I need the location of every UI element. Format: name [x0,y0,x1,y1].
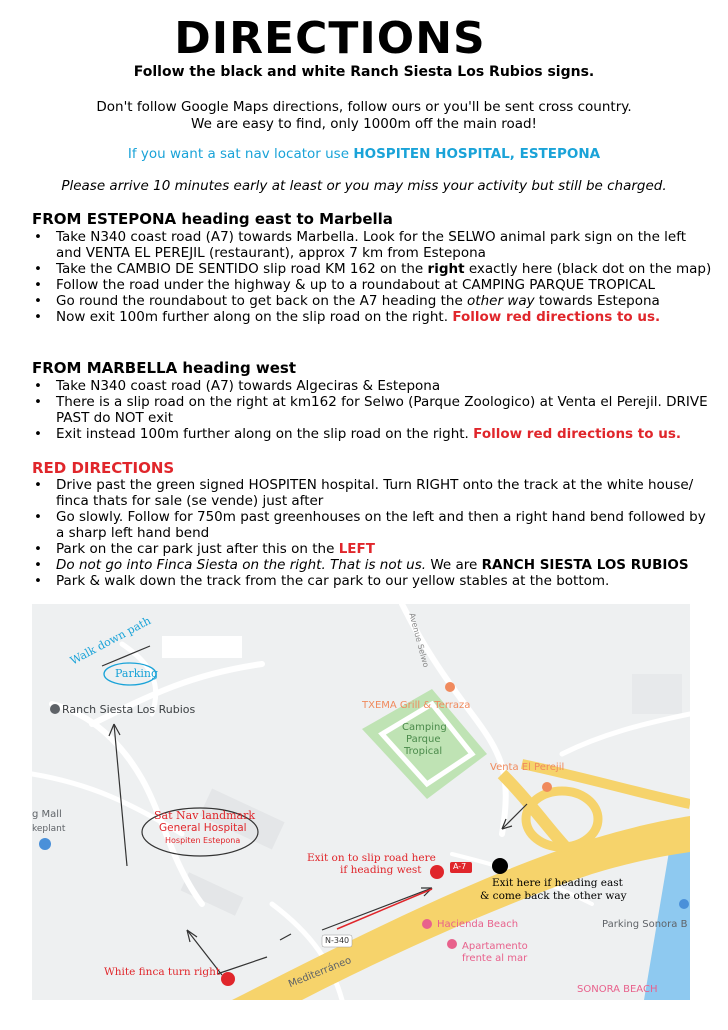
satnav-line [0,146,728,163]
red-directions-list [32,477,712,589]
tropical-label: Tropical [404,746,443,757]
list-item: • Do not go into Finca Siesta on the right. That is not us. We are RANCH SIESTA LOS RUBIOS [32,557,712,573]
directions-map [32,604,690,1000]
satnav-hospital: HOSPITEN HOSPITAL, ESTEPONA [353,146,601,162]
white-finca-label: White finca turn right [104,966,221,978]
exit-east-label-2: & come back the other way [480,890,627,902]
list-item: • Park on the car park just after this on the LEFT [32,541,712,557]
list-item: • Take N340 coast road (A7) towards Marbella. Look for the SELWO animal park sign on the left and VENTA EL PEREJIL (restaurant), approx 7 km from Estepona [32,229,712,261]
venta-label: Venta El Perejil [490,762,565,773]
page-title: DIRECTIONS [174,13,486,64]
arrive-note: Please arrive 10 minutes early at least or you may miss your activity but still be charged. [61,178,667,194]
a7-shield: A-7 [453,862,467,871]
list-item: • There is a slip road on the right at km162 for Selwo (Parque Zoologico) at Venta el Perejil. DRIVE PAST do NOT exit [32,394,712,426]
list-item: • Take N340 coast road (A7) towards Algeciras & Estepona [32,378,712,394]
walk-down-label: Walk down path [68,614,154,668]
sonora-beach-label: SONORA BEACH [577,984,658,995]
estepona-list [32,229,712,325]
list-item: • Exit instead 100m further along on the slip road on the right. Follow red directions to us. [32,426,712,442]
mall-label-2: keplant [32,824,66,834]
exit-east-label-1: Exit here if heading east [492,877,623,889]
page-subtitle: Follow the black and white Ranch Siesta Los Rubios signs. [133,64,595,80]
list-item: • Take the CAMBIO DE SENTIDO slip road KM 162 on the right exactly here (black dot on the map) [32,261,712,277]
map-graphics [32,604,690,1000]
hospiten-label: Hospiten Estepona [165,836,241,845]
marbella-list [32,378,712,442]
camping-label: Camping [402,722,447,733]
apartamento-label-2: frente al mar [462,953,528,964]
section-heading-red: RED DIRECTIONS [32,459,175,477]
list-item: • Now exit 100m further along on the slip road on the right. Follow red directions to us. [32,309,712,325]
list-item: • Follow the road under the highway & up to a roundabout at CAMPING PARQUE TROPICAL [32,277,712,293]
intro-line-2: We are easy to find, only 1000m off the main road! [191,116,537,132]
n340-shield: N-340 [325,936,350,945]
list-item: • Go slowly. Follow for 750m past greenhouses on the left and then a right hand bend followed by a sharp left hand bend [32,509,712,541]
section-heading-estepona: FROM ESTEPONA heading east to Marbella [32,210,393,228]
exit-west-label-2: if heading west [340,864,422,876]
satnav-prefix: If you want a sat nav locator use [127,146,354,162]
parque-label: Parque [406,734,441,745]
exit-west-label-1: Exit on to slip road here [307,852,436,864]
apartamento-label-1: Apartamento [462,941,528,952]
satnav-landmark-label: Sat Nav landmark [154,809,256,822]
txema-label: TXEMA Grill & Terraza [362,700,471,711]
intro-line-1: Don't follow Google Maps directions, follow ours or you'll be sent cross country. [96,99,632,115]
list-item: • Go round the roundabout to get back on the A7 heading the other way towards Estepona [32,293,712,309]
general-hospital-label: General Hospital [159,822,247,834]
list-item: • Drive past the green signed HOSPITEN hospital. Turn RIGHT onto the track at the white house/ finca thats for sale (se vende) just after [32,477,712,509]
selwo-road-label: Avenue Selwo [407,612,431,669]
parking-label: Parking [115,667,159,680]
list-item: • Park & walk down the track from the car park to our yellow stables at the bottom. [32,573,712,589]
parking-sonora-label: Parking Sonora B [602,919,688,930]
hacienda-label: Hacienda Beach [437,919,519,930]
ranch-label: Ranch Siesta Los Rubios [62,703,196,716]
section-heading-marbella: FROM MARBELLA heading west [32,359,297,377]
mall-label-1: g Mall [32,809,62,820]
mediterraneo-label: Mediterráneo [287,954,354,991]
